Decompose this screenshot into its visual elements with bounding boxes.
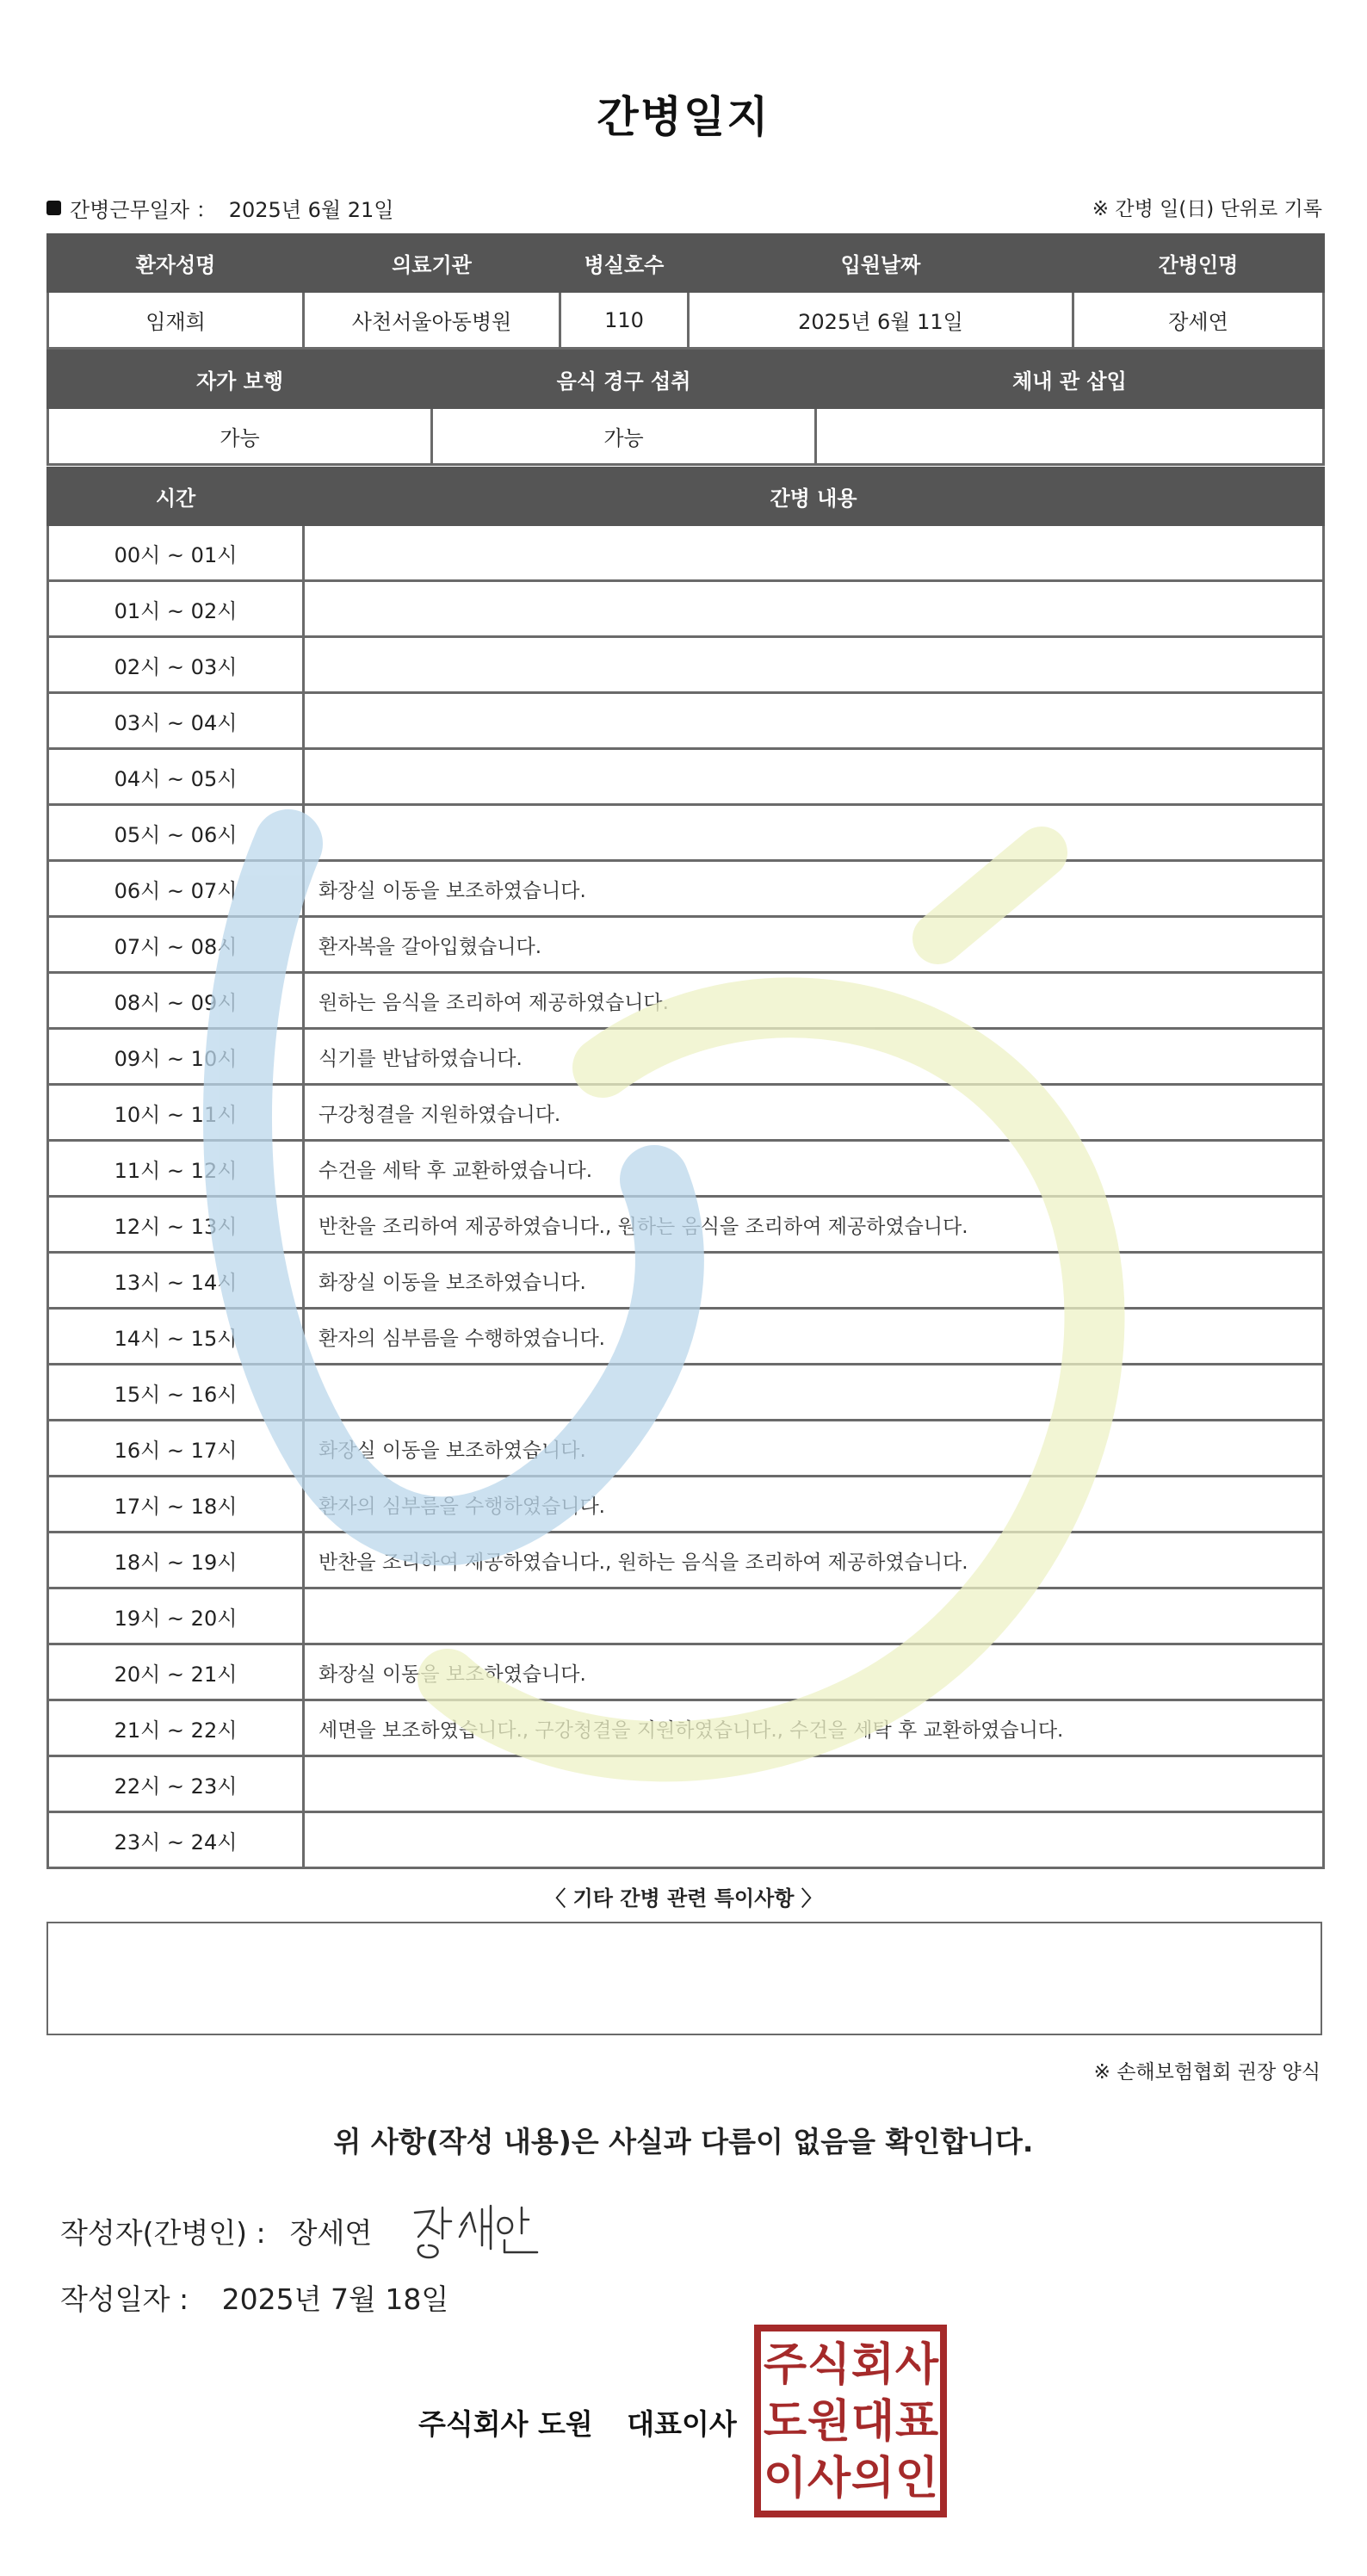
time-slot: 14시 ~ 15시 bbox=[48, 1309, 304, 1365]
patient-name: 임재희 bbox=[48, 292, 304, 349]
table-row bbox=[48, 1533, 1324, 1588]
care-content bbox=[304, 1756, 1324, 1812]
header-admission-date: 입원날짜 bbox=[689, 235, 1073, 292]
writer-line bbox=[60, 2211, 372, 2251]
writer-name: 장세연 bbox=[289, 2216, 373, 2250]
care-content: 세면을 보조하였습니다., 구강청결을 지원하였습니다., 수건을 세탁 후 교환하였습니다. bbox=[304, 1700, 1324, 1756]
ability-header-row bbox=[48, 351, 1324, 408]
care-content bbox=[304, 525, 1324, 581]
care-content: 원하는 음식을 조리하여 제공하였습니다. bbox=[304, 973, 1324, 1029]
table-row bbox=[48, 1477, 1324, 1533]
time-slot: 09시 ~ 10시 bbox=[48, 1029, 304, 1085]
tube-insertion-value bbox=[816, 408, 1324, 465]
notes-heading: 〈 기타 간병 관련 특이사항 〉 bbox=[545, 1886, 822, 1910]
care-content: 반찬을 조리하여 제공하였습니다., 원하는 음식을 조리하여 제공하였습니다. bbox=[304, 1533, 1324, 1588]
table-row bbox=[48, 525, 1324, 581]
seal-character: 회 bbox=[851, 2339, 895, 2391]
work-date bbox=[46, 193, 393, 223]
seal-character: 의 bbox=[851, 2453, 895, 2505]
time-slot: 02시 ~ 03시 bbox=[48, 637, 304, 693]
header-care-content: 간병 내용 bbox=[304, 468, 1324, 525]
header-patient-name: 환자성명 bbox=[48, 235, 304, 292]
care-content: 환자의 심부름을 수행하였습니다. bbox=[304, 1477, 1324, 1533]
seal-character: 이 bbox=[763, 2453, 807, 2505]
work-date-value: 2025년 6월 21일 bbox=[228, 198, 394, 222]
time-slot: 12시 ~ 13시 bbox=[48, 1197, 304, 1253]
header-tube-insertion: 체내 관 삽입 bbox=[816, 351, 1324, 408]
info-header-row bbox=[48, 235, 1324, 292]
header-room-number: 병실호수 bbox=[560, 235, 689, 292]
care-content: 화장실 이동을 보조하였습니다. bbox=[304, 1421, 1324, 1477]
patient-info-table bbox=[46, 233, 1325, 350]
care-content: 화장실 이동을 보조하였습니다. bbox=[304, 861, 1324, 917]
time-slot: 23시 ~ 24시 bbox=[48, 1812, 304, 1868]
care-content bbox=[304, 1588, 1324, 1644]
header-caregiver-name: 간병인명 bbox=[1073, 235, 1324, 292]
care-content: 환자복을 갈아입혔습니다. bbox=[304, 917, 1324, 973]
header-oral-intake: 음식 경구 섭취 bbox=[432, 351, 816, 408]
write-date-value: 2025년 7월 18일 bbox=[221, 2282, 449, 2316]
care-content bbox=[304, 1812, 1324, 1868]
care-content: 구강청결을 지원하였습니다. bbox=[304, 1085, 1324, 1141]
table-row bbox=[48, 637, 1324, 693]
table-row bbox=[48, 861, 1324, 917]
writer-label: 작성자(간병인) : bbox=[60, 2216, 266, 2250]
bullet-square-icon bbox=[46, 201, 61, 215]
hospital-name: 사천서울아동병원 bbox=[304, 292, 560, 349]
time-slot: 22시 ~ 23시 bbox=[48, 1756, 304, 1812]
seal-graphic bbox=[761, 2331, 940, 2511]
table-row bbox=[48, 693, 1324, 749]
meta-row bbox=[46, 193, 1322, 222]
notes-box bbox=[46, 1922, 1322, 2035]
seal-character: 원 bbox=[807, 2396, 851, 2448]
care-log-table bbox=[46, 467, 1325, 1869]
time-slot: 07시 ~ 08시 bbox=[48, 917, 304, 973]
form-note: ※ 손해보험협회 권장 양식 bbox=[1093, 2061, 1321, 2084]
care-content bbox=[304, 749, 1324, 805]
table-row bbox=[48, 749, 1324, 805]
room-number: 110 bbox=[560, 292, 689, 349]
seal-character: 주 bbox=[763, 2339, 807, 2391]
care-content: 환자의 심부름을 수행하였습니다. bbox=[304, 1309, 1324, 1365]
self-walking-value: 가능 bbox=[48, 408, 432, 465]
table-row bbox=[48, 1141, 1324, 1197]
time-slot: 04시 ~ 05시 bbox=[48, 749, 304, 805]
time-slot: 18시 ~ 19시 bbox=[48, 1533, 304, 1588]
write-date-label: 작성일자 : bbox=[60, 2282, 189, 2316]
time-slot: 21시 ~ 22시 bbox=[48, 1700, 304, 1756]
work-date-label: 간병근무일자 ： bbox=[70, 198, 217, 222]
time-slot: 06시 ~ 07시 bbox=[48, 861, 304, 917]
care-content bbox=[304, 637, 1324, 693]
table-row bbox=[48, 1588, 1324, 1644]
time-slot: 01시 ~ 02시 bbox=[48, 581, 304, 637]
unit-note: ※ 간병 일(日) 단위로 기록 bbox=[1092, 198, 1322, 220]
write-date-line bbox=[60, 2277, 448, 2318]
table-row bbox=[48, 1197, 1324, 1253]
time-slot: 00시 ~ 01시 bbox=[48, 525, 304, 581]
seal-character: 사 bbox=[807, 2453, 851, 2505]
log-header-row bbox=[48, 468, 1324, 525]
time-slot: 08시 ~ 09시 bbox=[48, 973, 304, 1029]
oral-intake-value: 가능 bbox=[432, 408, 816, 465]
time-slot: 17시 ~ 18시 bbox=[48, 1477, 304, 1533]
care-content bbox=[304, 693, 1324, 749]
time-slot: 03시 ~ 04시 bbox=[48, 693, 304, 749]
company-seal-stamp bbox=[754, 2325, 947, 2517]
care-content: 화장실 이동을 보조하였습니다. bbox=[304, 1644, 1324, 1700]
table-row bbox=[48, 581, 1324, 637]
document-title: 간병일지 bbox=[597, 92, 770, 142]
seal-character: 사 bbox=[894, 2339, 939, 2391]
table-row bbox=[48, 1253, 1324, 1309]
time-slot: 20시 ~ 21시 bbox=[48, 1644, 304, 1700]
care-content bbox=[304, 581, 1324, 637]
header-self-walking: 자가 보행 bbox=[48, 351, 432, 408]
company-role: 대표이사 bbox=[627, 2407, 737, 2441]
table-row bbox=[48, 805, 1324, 861]
ability-value-row bbox=[48, 408, 1324, 465]
care-content bbox=[304, 1365, 1324, 1421]
seal-character: 표 bbox=[894, 2396, 939, 2448]
caregiver-name: 장세연 bbox=[1073, 292, 1324, 349]
admission-date: 2025년 6월 11일 bbox=[689, 292, 1073, 349]
care-content: 식기를 반납하였습니다. bbox=[304, 1029, 1324, 1085]
table-row bbox=[48, 1756, 1324, 1812]
time-slot: 19시 ~ 20시 bbox=[48, 1588, 304, 1644]
table-row bbox=[48, 1421, 1324, 1477]
time-slot: 11시 ~ 12시 bbox=[48, 1141, 304, 1197]
time-slot: 15시 ~ 16시 bbox=[48, 1365, 304, 1421]
care-content: 수건을 세탁 후 교환하였습니다. bbox=[304, 1141, 1324, 1197]
time-slot: 10시 ~ 11시 bbox=[48, 1085, 304, 1141]
table-row bbox=[48, 917, 1324, 973]
handwritten-signature bbox=[408, 2195, 554, 2264]
header-hospital: 의료기관 bbox=[304, 235, 560, 292]
info-value-row bbox=[48, 292, 1324, 349]
seal-character: 식 bbox=[807, 2339, 851, 2391]
table-row bbox=[48, 1365, 1324, 1421]
time-slot: 16시 ~ 17시 bbox=[48, 1421, 304, 1477]
table-row bbox=[48, 1644, 1324, 1700]
table-row bbox=[48, 1700, 1324, 1756]
table-row bbox=[48, 1812, 1324, 1868]
header-time: 시간 bbox=[48, 468, 304, 525]
company-name: 주식회사 도원 bbox=[418, 2407, 593, 2441]
seal-character: 대 bbox=[851, 2396, 895, 2448]
time-slot: 05시 ~ 06시 bbox=[48, 805, 304, 861]
table-row bbox=[48, 1085, 1324, 1141]
care-content bbox=[304, 805, 1324, 861]
table-row bbox=[48, 1029, 1324, 1085]
care-content: 화장실 이동을 보조하였습니다. bbox=[304, 1253, 1324, 1309]
seal-character: 인 bbox=[894, 2453, 939, 2505]
patient-ability-table bbox=[46, 350, 1325, 466]
seal-character: 도 bbox=[763, 2396, 807, 2448]
table-row bbox=[48, 1309, 1324, 1365]
care-log-body bbox=[48, 525, 1324, 1868]
table-row bbox=[48, 973, 1324, 1029]
confirmation-statement: 위 사항(작성 내용)은 사실과 다름이 없음을 확인합니다. bbox=[333, 2125, 1034, 2158]
care-content: 반찬을 조리하여 제공하였습니다., 원하는 음식을 조리하여 제공하였습니다. bbox=[304, 1197, 1324, 1253]
time-slot: 13시 ~ 14시 bbox=[48, 1253, 304, 1309]
company-line bbox=[418, 2402, 737, 2443]
